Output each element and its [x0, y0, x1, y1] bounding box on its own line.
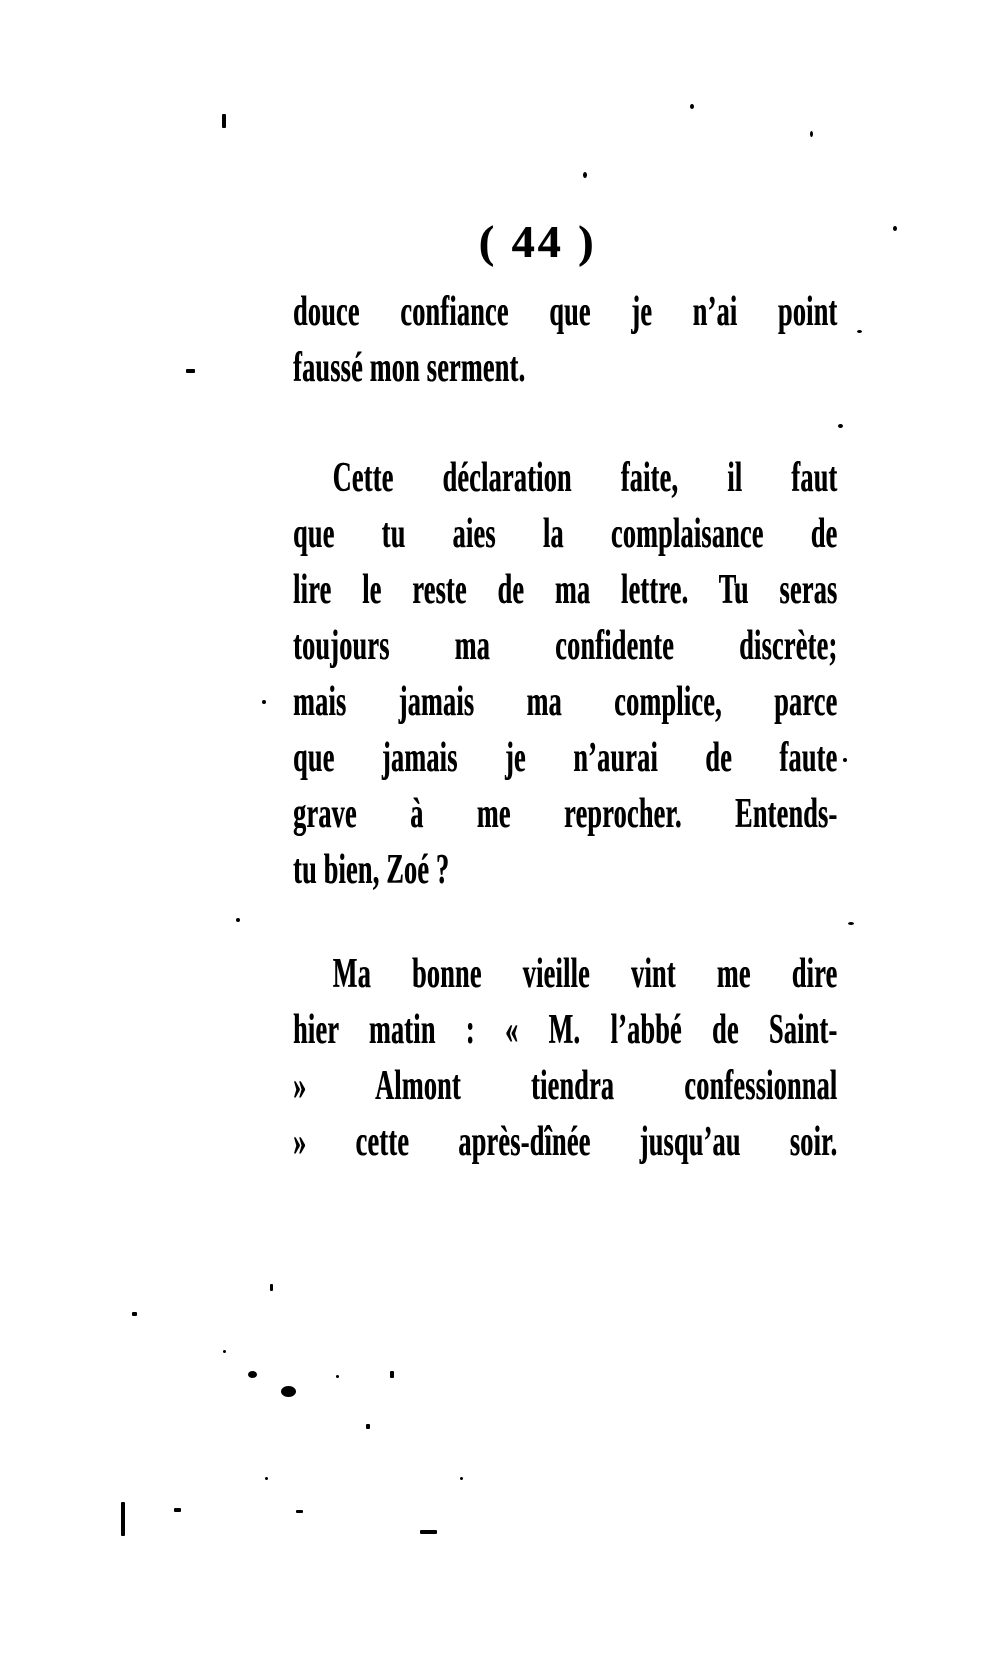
ink-speck — [121, 1502, 125, 1536]
ink-speck — [248, 1371, 257, 1378]
text-line: tu bien, Zoé ? — [293, 847, 450, 893]
page-number: ( 44 ) — [478, 216, 597, 267]
text-line: faussé mon serment. — [293, 345, 526, 391]
ink-speck — [270, 1284, 273, 1291]
ink-speck — [893, 226, 897, 231]
ink-speck — [265, 1477, 268, 1480]
ink-speck — [366, 1424, 370, 1429]
text-line: grave à me reprocher. Entends- — [293, 791, 838, 837]
ink-speck — [857, 330, 862, 333]
ink-speck — [460, 1477, 463, 1480]
ink-speck — [132, 1312, 137, 1316]
text-line: mais jamais ma complice, parce — [293, 679, 838, 725]
ink-speck — [848, 922, 854, 925]
paragraph — [293, 284, 838, 396]
text-line: » Almont tiendra confessionnal — [293, 1063, 838, 1109]
text-line: Ma bonne vieille vint me dire — [332, 951, 838, 997]
ink-speck — [690, 104, 694, 109]
ink-speck — [223, 1350, 226, 1353]
text-line: lire le reste de ma lettre. Tu seras — [293, 567, 838, 613]
ink-speck — [336, 1375, 339, 1378]
ink-speck — [420, 1530, 437, 1534]
ink-speck — [296, 1510, 303, 1513]
text-line: que jamais je n’aurai de faute — [293, 735, 838, 781]
text-line: toujours ma confidente discrète; — [293, 623, 838, 669]
ink-speck — [390, 1371, 394, 1378]
ink-speck — [222, 114, 226, 128]
text-line: que tu aies la complaisance de — [293, 511, 838, 557]
ink-speck — [262, 700, 266, 704]
paragraph — [293, 946, 838, 1170]
text-line: hier matin : « M. l’abbé de Saint- — [293, 1007, 838, 1053]
ink-speck — [583, 172, 587, 178]
ink-speck — [236, 918, 240, 922]
ink-speck — [281, 1386, 296, 1397]
text-line: Cette déclaration faite, il faut — [332, 455, 838, 501]
ink-speck — [843, 758, 847, 762]
ink-speck — [838, 424, 843, 428]
ink-speck — [810, 131, 813, 137]
text-line: douce confiance que je n’ai point — [293, 289, 838, 335]
text-line: » cette après-dînée jusqu’au soir. — [293, 1119, 838, 1165]
ink-speck — [186, 369, 195, 373]
text-block — [293, 284, 838, 1170]
ink-speck — [174, 1508, 181, 1512]
paragraph — [293, 450, 838, 898]
